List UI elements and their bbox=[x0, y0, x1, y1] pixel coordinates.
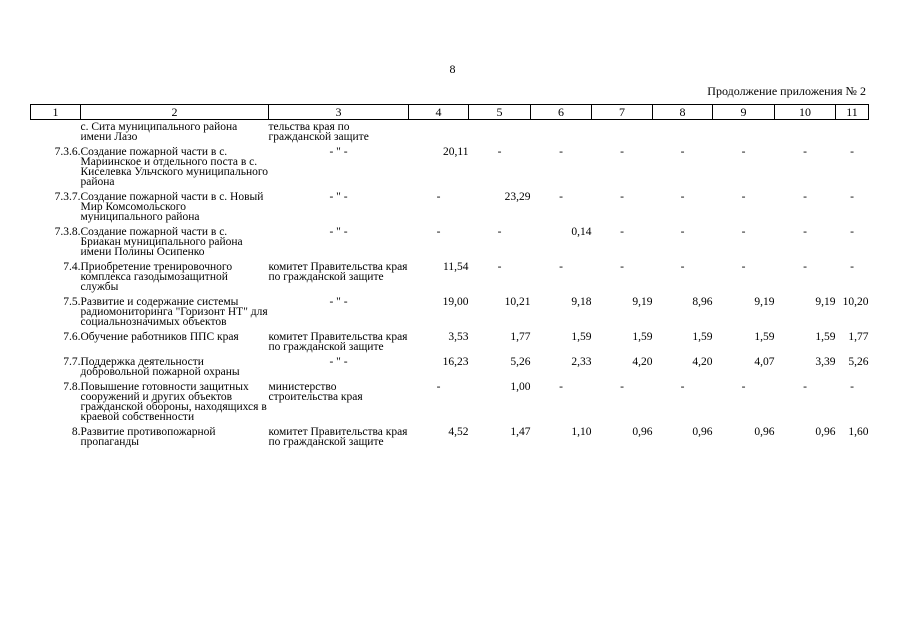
row-value-col-8: 8,96 bbox=[692, 296, 713, 308]
header-cell: 8 bbox=[653, 105, 713, 120]
row-value-col-6 bbox=[531, 120, 592, 148]
row-measure-name: Создание пожарной части в с. Бриакан муниципального района имени Полины Осипенко bbox=[80, 226, 243, 258]
row-value-col-7: - bbox=[620, 146, 624, 158]
row-value-col-9: - bbox=[741, 381, 746, 393]
row-value-col-11: - bbox=[850, 381, 854, 393]
row-executor: - " - bbox=[329, 226, 348, 238]
row-value-col-5: - bbox=[497, 261, 502, 273]
row-value-col-9: - bbox=[741, 226, 746, 238]
table-header-row bbox=[31, 105, 869, 120]
header-cell: 10 bbox=[775, 105, 836, 120]
row-value-col-6: - bbox=[559, 381, 563, 393]
table-row bbox=[31, 427, 869, 452]
row-value-col-7 bbox=[592, 120, 653, 148]
row-value-col-6: 1,59 bbox=[571, 331, 592, 343]
row-number: 7.4. bbox=[63, 261, 81, 273]
row-value-col-9: - bbox=[741, 261, 746, 273]
row-value-col-5: 10,21 bbox=[504, 296, 531, 308]
row-value-col-4: 16,23 bbox=[442, 356, 469, 368]
row-value-col-10: 9,19 bbox=[815, 296, 836, 308]
row-value-col-8: - bbox=[680, 261, 685, 273]
row-value-col-11: - bbox=[850, 191, 854, 203]
row-value-col-11: - bbox=[850, 226, 854, 238]
row-value-col-4 bbox=[409, 120, 469, 148]
row-value-col-7: 1,59 bbox=[632, 331, 653, 343]
row-value-col-10 bbox=[775, 120, 836, 148]
row-value-col-9: 9,19 bbox=[754, 296, 775, 308]
row-measure-name: Создание пожарной части в с. Новый Мир Комсомольского муниципального района bbox=[80, 191, 264, 223]
row-value-col-4: 20,11 bbox=[443, 146, 469, 158]
row-executor: комитет Правительства края по гражданской защите bbox=[268, 331, 408, 353]
row-value-col-4: 19,00 bbox=[442, 296, 469, 308]
row-value-col-5: - bbox=[497, 146, 502, 158]
header-cell: 7 bbox=[592, 105, 653, 120]
row-value-col-9: - bbox=[741, 146, 746, 158]
row-number: 7.7. bbox=[63, 356, 81, 368]
row-number: 7.5. bbox=[63, 296, 81, 308]
row-number: 8. bbox=[71, 426, 81, 438]
row-value-col-9 bbox=[713, 120, 775, 148]
row-number bbox=[31, 120, 81, 148]
row-measure-name: Приобретение тренировочного комплекса газодымозащитной службы bbox=[80, 261, 233, 293]
row-value-col-7: 4,20 bbox=[632, 356, 653, 368]
row-value-col-11: - bbox=[850, 261, 854, 273]
row-value-col-6: 9,18 bbox=[571, 296, 592, 308]
row-value-col-8: 0,96 bbox=[692, 426, 713, 438]
row-executor: комитет Правительства края по гражданской защите bbox=[268, 261, 408, 283]
row-value-col-9: 1,59 bbox=[754, 331, 775, 343]
row-measure-name: Повышение готовности защитных сооружений и других объектов гражданской обороны, находящихся в краевой собственности bbox=[80, 381, 267, 423]
header-cell: 2 bbox=[81, 105, 269, 120]
row-value-col-8: - bbox=[680, 381, 685, 393]
row-value-col-7: 9,19 bbox=[632, 296, 653, 308]
header-cell: 11 bbox=[836, 105, 869, 120]
page-number: 8 bbox=[449, 62, 456, 76]
table-row bbox=[31, 297, 869, 332]
row-value-col-6: 0,14 bbox=[571, 226, 592, 238]
row-value-col-7: - bbox=[620, 191, 624, 203]
row-value-col-11: - bbox=[850, 146, 854, 158]
row-measure-name: Развитие и содержание системы радиомониторинга "Горизонт НТ" для социальнозначимых объектов bbox=[80, 296, 268, 328]
row-value-col-6: 2,33 bbox=[571, 356, 592, 368]
row-value-col-10: 1,59 bbox=[815, 331, 836, 343]
row-value-col-4: 4,52 bbox=[448, 426, 469, 438]
table-row bbox=[31, 120, 869, 148]
row-number: 7.8. bbox=[63, 381, 81, 393]
row-measure-name: Поддержка деятельности добровольной пожарной охраны bbox=[80, 356, 240, 378]
table-row bbox=[31, 147, 869, 192]
header-cell: 1 bbox=[31, 105, 81, 120]
row-value-col-5: 5,26 bbox=[510, 356, 531, 368]
row-value-col-5: - bbox=[497, 226, 502, 238]
header-cell: 6 bbox=[531, 105, 592, 120]
table-row bbox=[31, 192, 869, 227]
row-value-col-10: 0,96 bbox=[815, 426, 836, 438]
row-value-col-8: - bbox=[680, 226, 685, 238]
row-value-col-9: - bbox=[741, 191, 746, 203]
row-executor: - " - bbox=[329, 146, 348, 158]
row-value-col-5: 23,29 bbox=[504, 191, 531, 203]
row-value-col-4: - bbox=[436, 191, 441, 203]
row-value-col-10: - bbox=[803, 261, 807, 273]
row-value-col-5: 1,00 bbox=[510, 381, 531, 393]
row-value-col-8: 4,20 bbox=[692, 356, 713, 368]
row-value-col-11: 5,26 bbox=[848, 356, 869, 368]
appendix-caption: Продолжение приложения № 2 bbox=[707, 84, 866, 98]
row-value-col-4: - bbox=[436, 381, 441, 393]
row-value-col-10: - bbox=[803, 191, 807, 203]
table-row bbox=[31, 227, 869, 262]
row-executor: - " - bbox=[329, 356, 348, 368]
row-measure-name: Обучение работников ППС края bbox=[80, 331, 239, 343]
row-measure-name: с. Сита муниципального района имени Лазо bbox=[80, 121, 238, 143]
row-value-col-5: 1,47 bbox=[510, 426, 531, 438]
row-value-col-11: 10,20 bbox=[842, 296, 869, 308]
budget-table bbox=[30, 104, 869, 452]
row-value-col-8: - bbox=[680, 146, 685, 158]
row-value-col-5 bbox=[469, 120, 531, 148]
table-row bbox=[31, 262, 869, 297]
row-value-col-9: 0,96 bbox=[754, 426, 775, 438]
row-value-col-4: 11,54 bbox=[443, 261, 469, 273]
table-row bbox=[31, 382, 869, 427]
row-value-col-10: 3,39 bbox=[815, 356, 836, 368]
row-executor: - " - bbox=[329, 191, 348, 203]
row-value-col-4: 3,53 bbox=[448, 331, 469, 343]
row-measure-name: Создание пожарной части в с. Мариинское и отдельного поста в с. Киселевка Ульчского муниципального района bbox=[80, 146, 269, 188]
row-value-col-4: - bbox=[436, 226, 441, 238]
row-value-col-10: - bbox=[803, 226, 807, 238]
row-value-col-11: 1,60 bbox=[848, 426, 869, 438]
header-cell: 4 bbox=[409, 105, 469, 120]
row-value-col-5: 1,77 bbox=[510, 331, 531, 343]
row-value-col-10: - bbox=[803, 146, 807, 158]
row-value-col-9: 4,07 bbox=[754, 356, 775, 368]
row-number: 7.3.7. bbox=[54, 191, 81, 203]
row-executor: тельства края по гражданской защите bbox=[268, 121, 369, 143]
row-value-col-8 bbox=[653, 120, 713, 148]
row-value-col-10: - bbox=[803, 381, 807, 393]
row-number: 7.3.8. bbox=[54, 226, 81, 238]
row-executor: - " - bbox=[329, 296, 348, 308]
row-measure-name: Развитие противопожарной пропаганды bbox=[80, 426, 216, 448]
row-value-col-8: 1,59 bbox=[692, 331, 713, 343]
header-cell: 9 bbox=[713, 105, 775, 120]
row-value-col-11 bbox=[836, 120, 869, 148]
table-body bbox=[31, 120, 869, 453]
table-row bbox=[31, 332, 869, 357]
row-value-col-8: - bbox=[680, 191, 685, 203]
row-number: 7.3.6. bbox=[54, 146, 81, 158]
row-value-col-7: - bbox=[620, 261, 624, 273]
row-executor: комитет Правительства края по гражданской защите bbox=[268, 426, 408, 448]
header-cell: 3 bbox=[269, 105, 409, 120]
row-value-col-7: - bbox=[620, 381, 624, 393]
row-value-col-7: - bbox=[620, 226, 624, 238]
row-value-col-6: - bbox=[559, 261, 563, 273]
row-value-col-6: - bbox=[559, 146, 563, 158]
row-value-col-7: 0,96 bbox=[632, 426, 653, 438]
row-value-col-11: 1,77 bbox=[848, 331, 869, 343]
header-cell: 5 bbox=[469, 105, 531, 120]
row-value-col-6: - bbox=[559, 191, 563, 203]
table-row bbox=[31, 357, 869, 382]
row-value-col-6: 1,10 bbox=[571, 426, 592, 438]
row-executor: министерство строительства края bbox=[268, 381, 363, 403]
row-number: 7.6. bbox=[63, 331, 81, 343]
